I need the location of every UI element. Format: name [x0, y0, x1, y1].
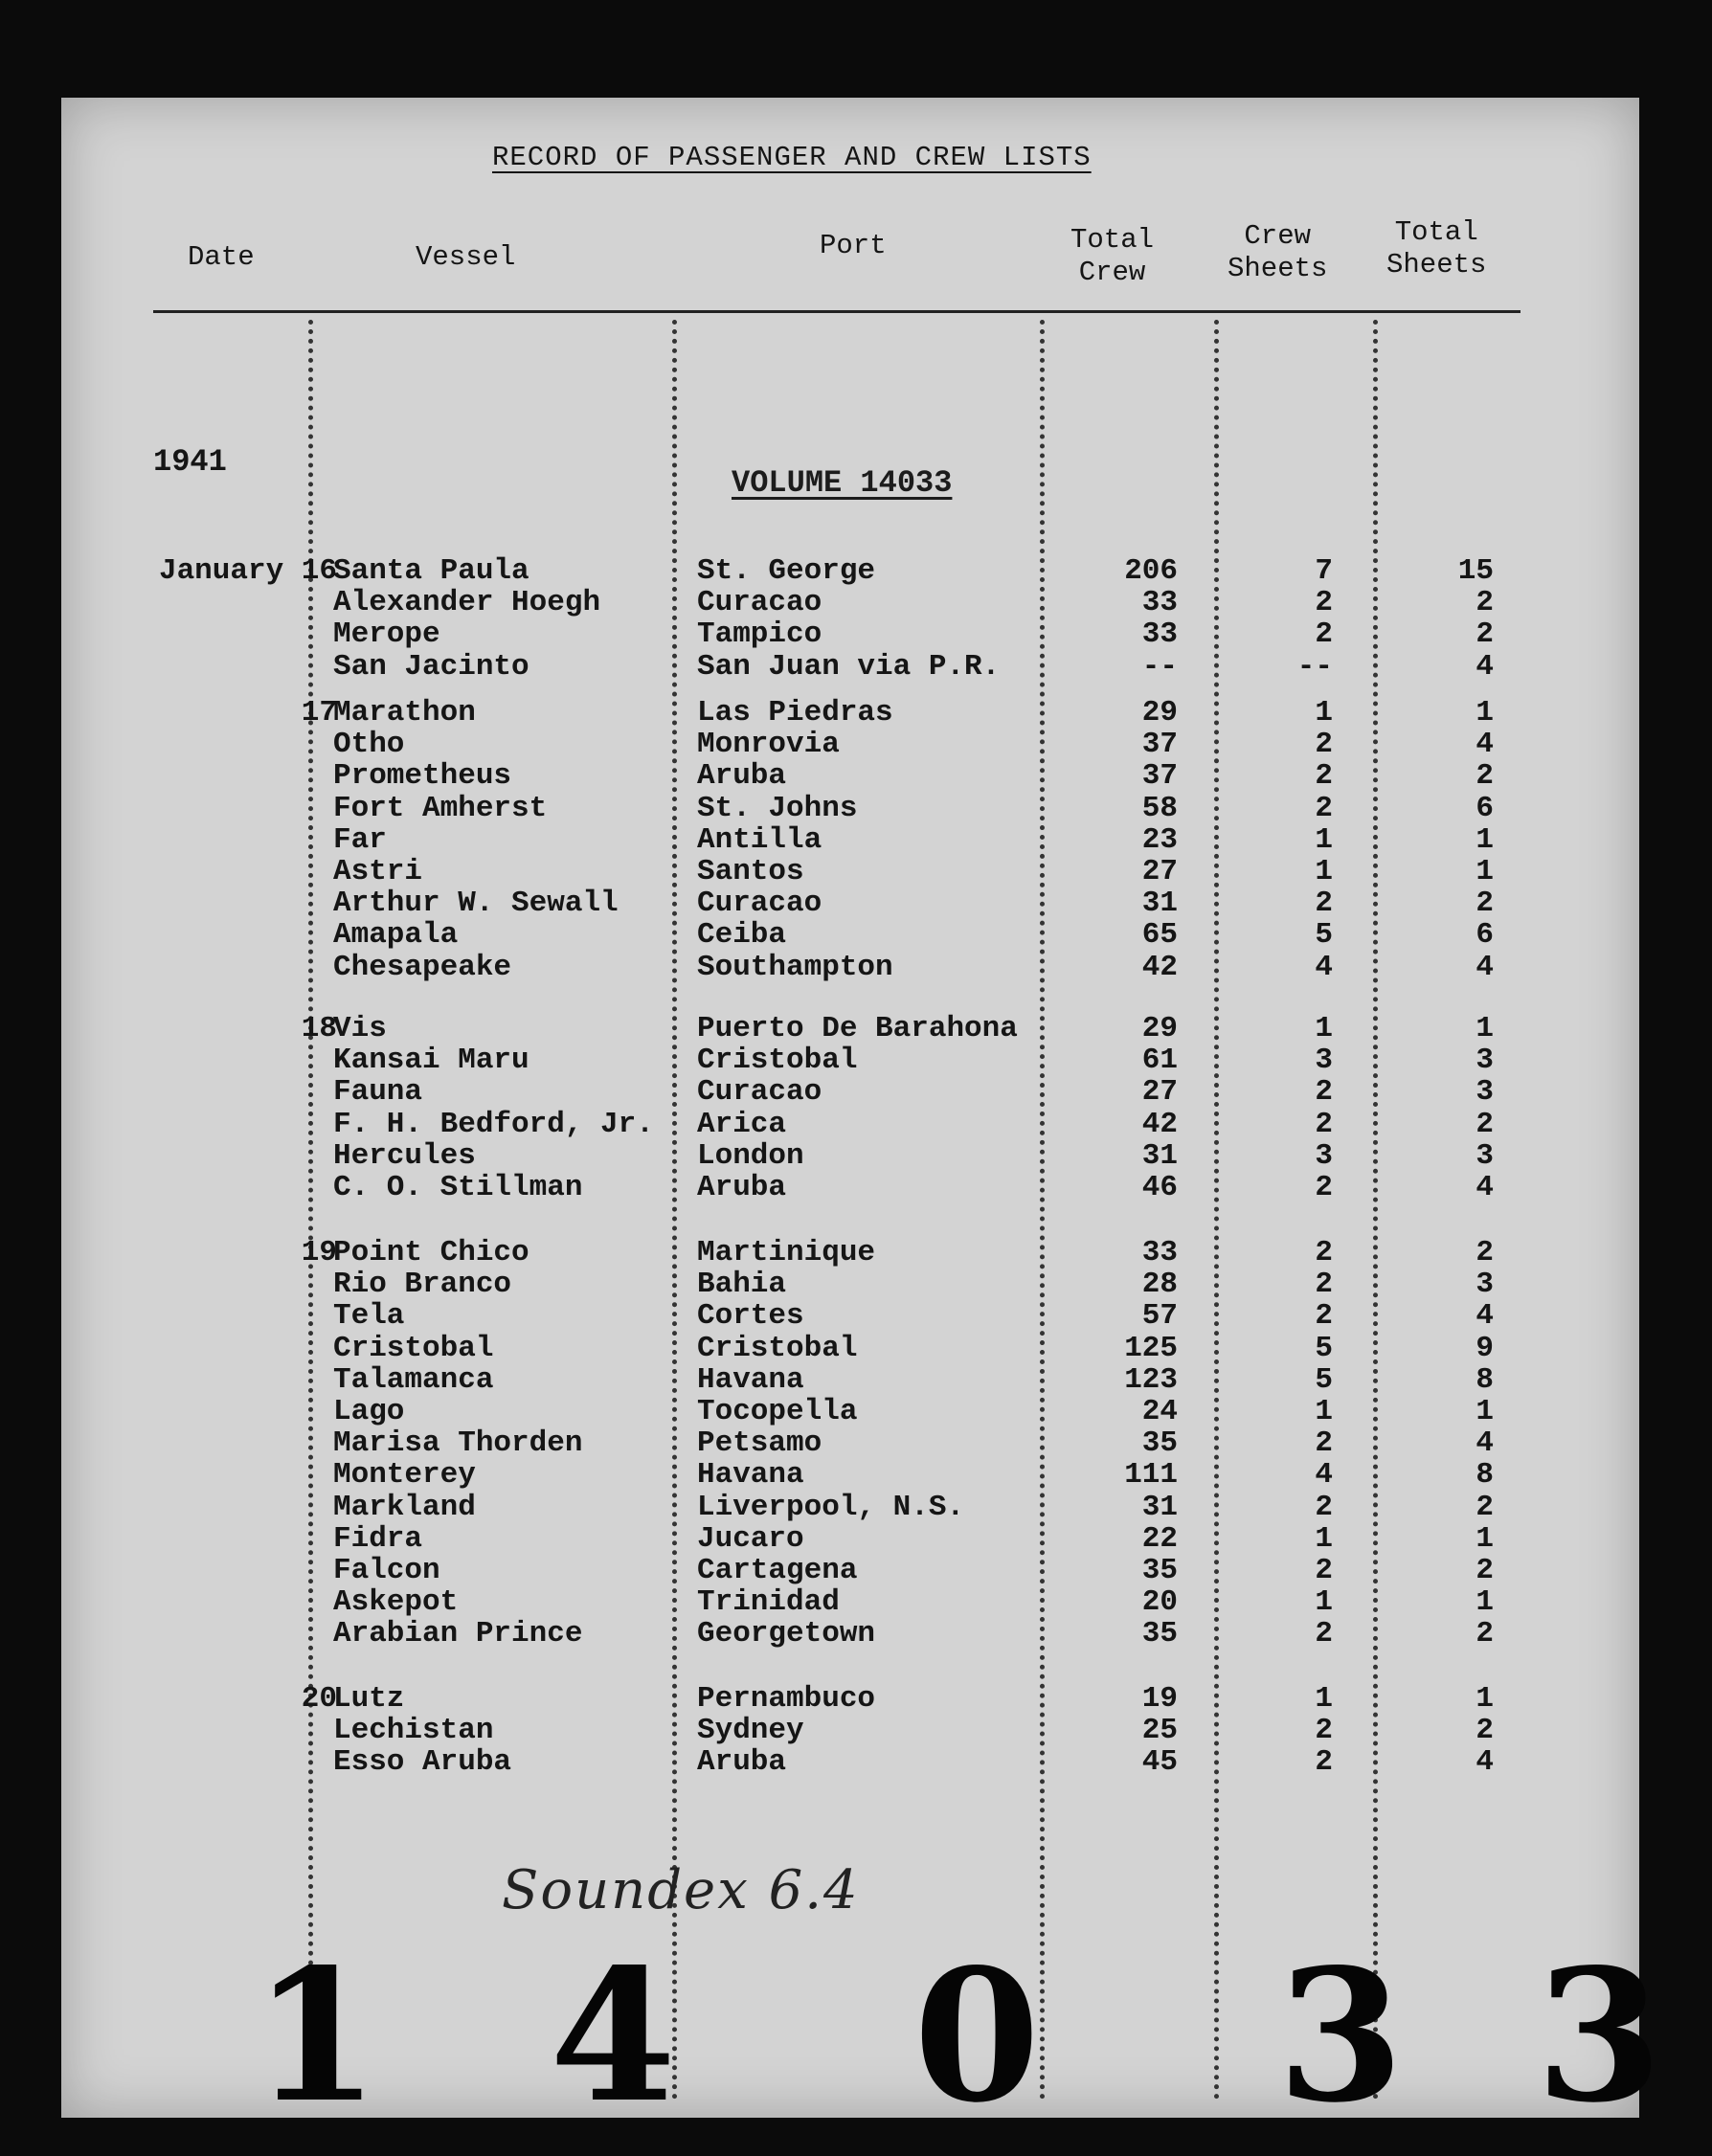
- row-total-sheets: 1: [1475, 696, 1494, 730]
- table-row: [61, 1044, 1639, 1076]
- row-total-crew: --: [1141, 650, 1178, 684]
- row-total-crew: 35: [1141, 1554, 1178, 1587]
- row-total-sheets: 9: [1475, 1332, 1494, 1365]
- row-total-sheets: 2: [1475, 618, 1494, 651]
- row-vessel: Falcon: [333, 1554, 440, 1587]
- table-row: [61, 1300, 1639, 1332]
- table-row: [61, 1364, 1639, 1396]
- row-total-sheets: 2: [1475, 759, 1494, 793]
- row-total-crew: 29: [1141, 1012, 1178, 1045]
- row-vessel: Lago: [333, 1395, 405, 1428]
- row-port: St. Johns: [697, 792, 858, 825]
- row-vessel: Prometheus: [333, 759, 512, 793]
- table-row: [61, 1109, 1639, 1140]
- row-total-crew: 42: [1141, 951, 1178, 984]
- row-total-sheets: 2: [1475, 1714, 1494, 1747]
- column-header-total-crew-line2: Crew: [1078, 257, 1146, 288]
- column-header-date: Date: [188, 241, 255, 273]
- table-row: [61, 1427, 1639, 1459]
- row-crew-sheets: 7: [1315, 554, 1333, 588]
- table-row: [61, 555, 1639, 587]
- row-crew-sheets: --: [1296, 650, 1333, 684]
- row-port: Georgetown: [697, 1617, 876, 1651]
- row-total-crew: 31: [1141, 1491, 1178, 1524]
- row-crew-sheets: 1: [1315, 1522, 1333, 1556]
- stamp-digit: 0: [913, 1929, 1041, 2143]
- row-total-sheets: 2: [1475, 1108, 1494, 1141]
- row-total-sheets: 8: [1475, 1458, 1494, 1492]
- row-vessel: Alexander Hoegh: [333, 586, 601, 619]
- row-port: Aruba: [697, 1745, 787, 1779]
- row-port: Martinique: [697, 1236, 876, 1269]
- row-vessel: Vis: [333, 1012, 387, 1045]
- column-header-port: Port: [820, 230, 887, 261]
- stamp-digit: 1: [253, 1929, 380, 2143]
- row-crew-sheets: 3: [1315, 1044, 1333, 1077]
- row-total-crew: 37: [1141, 759, 1178, 793]
- stamp-digit: 3: [1536, 1929, 1663, 2143]
- row-port: Antilla: [697, 823, 822, 857]
- row-total-sheets: 1: [1475, 1522, 1494, 1556]
- row-vessel: Amapala: [333, 918, 459, 952]
- row-vessel: Monterey: [333, 1458, 476, 1492]
- row-port: Curacao: [697, 1075, 822, 1109]
- row-vessel: Talamanca: [333, 1363, 494, 1397]
- row-vessel: Far: [333, 823, 387, 857]
- row-crew-sheets: 2: [1315, 586, 1333, 619]
- table-row: [61, 856, 1639, 887]
- row-vessel: Askepot: [333, 1585, 459, 1619]
- row-vessel: C. O. Stillman: [333, 1171, 583, 1204]
- table-row: [61, 793, 1639, 824]
- column-header-vessel: Vessel: [416, 241, 516, 273]
- row-port: Jucaro: [697, 1522, 804, 1556]
- row-total-sheets: 1: [1475, 1585, 1494, 1619]
- column-header-crew-sheets-line1: Crew: [1244, 220, 1312, 252]
- row-port: Cristobal: [697, 1044, 858, 1077]
- row-total-sheets: 4: [1475, 728, 1494, 761]
- row-total-sheets: 8: [1475, 1363, 1494, 1397]
- row-total-crew: 35: [1141, 1617, 1178, 1651]
- table-row: [61, 760, 1639, 792]
- row-total-crew: 125: [1124, 1332, 1178, 1365]
- row-port: Curacao: [697, 887, 822, 920]
- row-vessel: Fort Amherst: [333, 792, 548, 825]
- row-total-crew: 123: [1124, 1363, 1178, 1397]
- row-vessel: Markland: [333, 1491, 476, 1524]
- row-port: Liverpool, N.S.: [697, 1491, 965, 1524]
- row-crew-sheets: 2: [1315, 1075, 1333, 1109]
- row-crew-sheets: 2: [1315, 792, 1333, 825]
- row-total-crew: 35: [1141, 1426, 1178, 1460]
- row-port: Southampton: [697, 951, 893, 984]
- row-port: Cortes: [697, 1299, 804, 1333]
- row-crew-sheets: 2: [1315, 1171, 1333, 1204]
- table-row: [61, 1715, 1639, 1746]
- row-total-crew: 20: [1141, 1585, 1178, 1619]
- row-port: Monrovia: [697, 728, 840, 761]
- table-row: [61, 1492, 1639, 1523]
- table-row: [61, 618, 1639, 650]
- row-vessel: Cristobal: [333, 1332, 494, 1365]
- row-date: 18: [301, 1012, 337, 1045]
- row-date: 20: [301, 1682, 337, 1716]
- row-total-sheets: 2: [1475, 586, 1494, 619]
- row-crew-sheets: 2: [1315, 728, 1333, 761]
- row-vessel: Arabian Prince: [333, 1617, 583, 1651]
- row-total-crew: 23: [1141, 823, 1178, 857]
- row-total-crew: 19: [1141, 1682, 1178, 1716]
- row-total-crew: 22: [1141, 1522, 1178, 1556]
- row-total-crew: 111: [1124, 1458, 1178, 1492]
- row-crew-sheets: 2: [1315, 1426, 1333, 1460]
- row-total-sheets: 15: [1457, 554, 1494, 588]
- row-port: Pernambuco: [697, 1682, 876, 1716]
- row-vessel: San Jacinto: [333, 650, 529, 684]
- row-vessel: Esso Aruba: [333, 1745, 512, 1779]
- table-row: [61, 1555, 1639, 1586]
- row-total-sheets: 1: [1475, 823, 1494, 857]
- table-row: [61, 1459, 1639, 1491]
- row-total-crew: 31: [1141, 887, 1178, 920]
- column-header-total-sheets: [1386, 216, 1486, 281]
- row-date: 17: [301, 696, 337, 730]
- table-row: [61, 1333, 1639, 1364]
- row-total-sheets: 3: [1475, 1139, 1494, 1173]
- table-row: [61, 1013, 1639, 1044]
- row-vessel: Tela: [333, 1299, 405, 1333]
- row-total-crew: 42: [1141, 1108, 1178, 1141]
- row-crew-sheets: 1: [1315, 696, 1333, 730]
- row-total-crew: 24: [1141, 1395, 1178, 1428]
- table-row: [61, 887, 1639, 919]
- row-total-crew: 65: [1141, 918, 1178, 952]
- row-total-crew: 27: [1141, 855, 1178, 888]
- table-row: [61, 651, 1639, 683]
- row-crew-sheets: 2: [1315, 1108, 1333, 1141]
- table-row: [61, 1140, 1639, 1172]
- column-header-total-crew: [1070, 224, 1154, 289]
- table-row: [61, 1269, 1639, 1300]
- row-crew-sheets: 5: [1315, 1332, 1333, 1365]
- row-total-sheets: 6: [1475, 792, 1494, 825]
- row-crew-sheets: 3: [1315, 1139, 1333, 1173]
- row-total-crew: 25: [1141, 1714, 1178, 1747]
- row-total-sheets: 1: [1475, 1395, 1494, 1428]
- row-vessel: Point Chico: [333, 1236, 529, 1269]
- row-port: Cristobal: [697, 1332, 858, 1365]
- row-total-sheets: 2: [1475, 1617, 1494, 1651]
- row-crew-sheets: 2: [1315, 1617, 1333, 1651]
- table-row: [61, 1396, 1639, 1427]
- row-total-crew: 33: [1141, 618, 1178, 651]
- row-vessel: Rio Branco: [333, 1268, 512, 1301]
- row-vessel: Lutz: [333, 1682, 405, 1716]
- row-total-sheets: 4: [1475, 650, 1494, 684]
- row-port: Santos: [697, 855, 804, 888]
- table-row: [61, 824, 1639, 856]
- row-total-sheets: 1: [1475, 1012, 1494, 1045]
- row-port: Arica: [697, 1108, 787, 1141]
- table-row: [61, 729, 1639, 760]
- column-header-crew-sheets: [1228, 220, 1327, 285]
- document-page: [61, 98, 1663, 2143]
- table-row: [61, 1523, 1639, 1555]
- row-total-sheets: 3: [1475, 1044, 1494, 1077]
- table-row: [61, 1237, 1639, 1269]
- row-crew-sheets: 2: [1315, 1554, 1333, 1587]
- table-row: [61, 587, 1639, 618]
- row-total-crew: 27: [1141, 1075, 1178, 1109]
- row-crew-sheets: 2: [1315, 1745, 1333, 1779]
- row-crew-sheets: 2: [1315, 887, 1333, 920]
- year-label: 1941: [153, 444, 227, 480]
- row-total-sheets: 2: [1475, 887, 1494, 920]
- row-port: Bahia: [697, 1268, 787, 1301]
- row-total-sheets: 3: [1475, 1075, 1494, 1109]
- row-port: Trinidad: [697, 1585, 840, 1619]
- row-crew-sheets: 1: [1315, 1585, 1333, 1619]
- row-crew-sheets: 4: [1315, 951, 1333, 984]
- row-crew-sheets: 5: [1315, 918, 1333, 952]
- row-crew-sheets: 5: [1315, 1363, 1333, 1397]
- row-port: Petsamo: [697, 1426, 822, 1460]
- document-title: RECORD OF PASSENGER AND CREW LISTS: [492, 142, 1092, 173]
- row-total-sheets: 3: [1475, 1268, 1494, 1301]
- table-row: [61, 1746, 1639, 1778]
- row-vessel: Hercules: [333, 1139, 476, 1173]
- row-port: Ceiba: [697, 918, 787, 952]
- row-port: Cartagena: [697, 1554, 858, 1587]
- volume-label: VOLUME 14033: [732, 465, 953, 501]
- table-row: [61, 952, 1639, 983]
- row-total-crew: 206: [1124, 554, 1178, 588]
- row-total-crew: 33: [1141, 1236, 1178, 1269]
- row-vessel: Fauna: [333, 1075, 423, 1109]
- table-row: [61, 1683, 1639, 1715]
- row-vessel: Merope: [333, 618, 440, 651]
- row-port: St. George: [697, 554, 876, 588]
- row-port: London: [697, 1139, 804, 1173]
- row-date: 19: [301, 1236, 337, 1269]
- row-total-crew: 31: [1141, 1139, 1178, 1173]
- table-row: [61, 1172, 1639, 1203]
- column-header-total-crew-line1: Total: [1070, 224, 1155, 256]
- row-total-sheets: 2: [1475, 1554, 1494, 1587]
- row-crew-sheets: 2: [1315, 759, 1333, 793]
- row-port: Havana: [697, 1458, 804, 1492]
- row-total-sheets: 1: [1475, 1682, 1494, 1716]
- row-crew-sheets: 2: [1315, 1714, 1333, 1747]
- row-port: Tampico: [697, 618, 822, 651]
- row-crew-sheets: 2: [1315, 1268, 1333, 1301]
- table-row: [61, 1076, 1639, 1108]
- row-total-crew: 46: [1141, 1171, 1178, 1204]
- table-row: [61, 1586, 1639, 1618]
- row-total-sheets: 4: [1475, 1426, 1494, 1460]
- stamp-digit: 4: [550, 1929, 677, 2143]
- row-crew-sheets: 1: [1315, 1395, 1333, 1428]
- header-rule: [153, 310, 1521, 313]
- row-total-sheets: 6: [1475, 918, 1494, 952]
- handwritten-note: Soundex 6.4: [502, 1859, 860, 1921]
- table-row: [61, 1618, 1639, 1650]
- row-port: Havana: [697, 1363, 804, 1397]
- row-crew-sheets: 2: [1315, 1299, 1333, 1333]
- row-total-crew: 37: [1141, 728, 1178, 761]
- row-vessel: Marathon: [333, 696, 476, 730]
- row-vessel: Santa Paula: [333, 554, 529, 588]
- row-total-crew: 58: [1141, 792, 1178, 825]
- row-total-sheets: 2: [1475, 1491, 1494, 1524]
- column-header-total-sheets-line1: Total: [1394, 216, 1478, 248]
- row-total-crew: 28: [1141, 1268, 1178, 1301]
- table-row: [61, 919, 1639, 951]
- row-crew-sheets: 1: [1315, 1682, 1333, 1716]
- row-vessel: Astri: [333, 855, 423, 888]
- row-vessel: Chesapeake: [333, 951, 512, 984]
- row-vessel: Lechistan: [333, 1714, 494, 1747]
- row-port: Aruba: [697, 759, 787, 793]
- row-vessel: Arthur W. Sewall: [333, 887, 619, 920]
- row-date: January 16: [158, 554, 337, 588]
- row-crew-sheets: 2: [1315, 1236, 1333, 1269]
- row-port: Sydney: [697, 1714, 804, 1747]
- row-total-crew: 29: [1141, 696, 1178, 730]
- row-vessel: Fidra: [333, 1522, 423, 1556]
- table-row: [61, 697, 1639, 729]
- row-crew-sheets: 2: [1315, 1491, 1333, 1524]
- row-crew-sheets: 1: [1315, 823, 1333, 857]
- stamp-digit: 3: [1277, 1929, 1405, 2143]
- column-header-crew-sheets-line2: Sheets: [1228, 253, 1328, 284]
- row-total-sheets: 4: [1475, 1299, 1494, 1333]
- row-total-sheets: 4: [1475, 951, 1494, 984]
- row-port: San Juan via P.R.: [697, 650, 1001, 684]
- row-crew-sheets: 1: [1315, 1012, 1333, 1045]
- row-port: Aruba: [697, 1171, 787, 1204]
- row-total-crew: 45: [1141, 1745, 1178, 1779]
- row-vessel: Otho: [333, 728, 405, 761]
- row-total-crew: 33: [1141, 586, 1178, 619]
- row-vessel: Kansai Maru: [333, 1044, 529, 1077]
- row-total-sheets: 2: [1475, 1236, 1494, 1269]
- row-total-sheets: 1: [1475, 855, 1494, 888]
- row-port: Tocopella: [697, 1395, 858, 1428]
- row-port: Las Piedras: [697, 696, 893, 730]
- row-total-sheets: 4: [1475, 1171, 1494, 1204]
- row-total-sheets: 4: [1475, 1745, 1494, 1779]
- row-crew-sheets: 2: [1315, 618, 1333, 651]
- row-crew-sheets: 1: [1315, 855, 1333, 888]
- row-total-crew: 61: [1141, 1044, 1178, 1077]
- column-header-total-sheets-line2: Sheets: [1386, 249, 1487, 281]
- row-vessel: F. H. Bedford, Jr.: [333, 1108, 654, 1141]
- row-total-crew: 57: [1141, 1299, 1178, 1333]
- row-vessel: Marisa Thorden: [333, 1426, 583, 1460]
- row-port: Curacao: [697, 586, 822, 619]
- row-port: Puerto De Barahona: [697, 1012, 1018, 1045]
- row-crew-sheets: 4: [1315, 1458, 1333, 1492]
